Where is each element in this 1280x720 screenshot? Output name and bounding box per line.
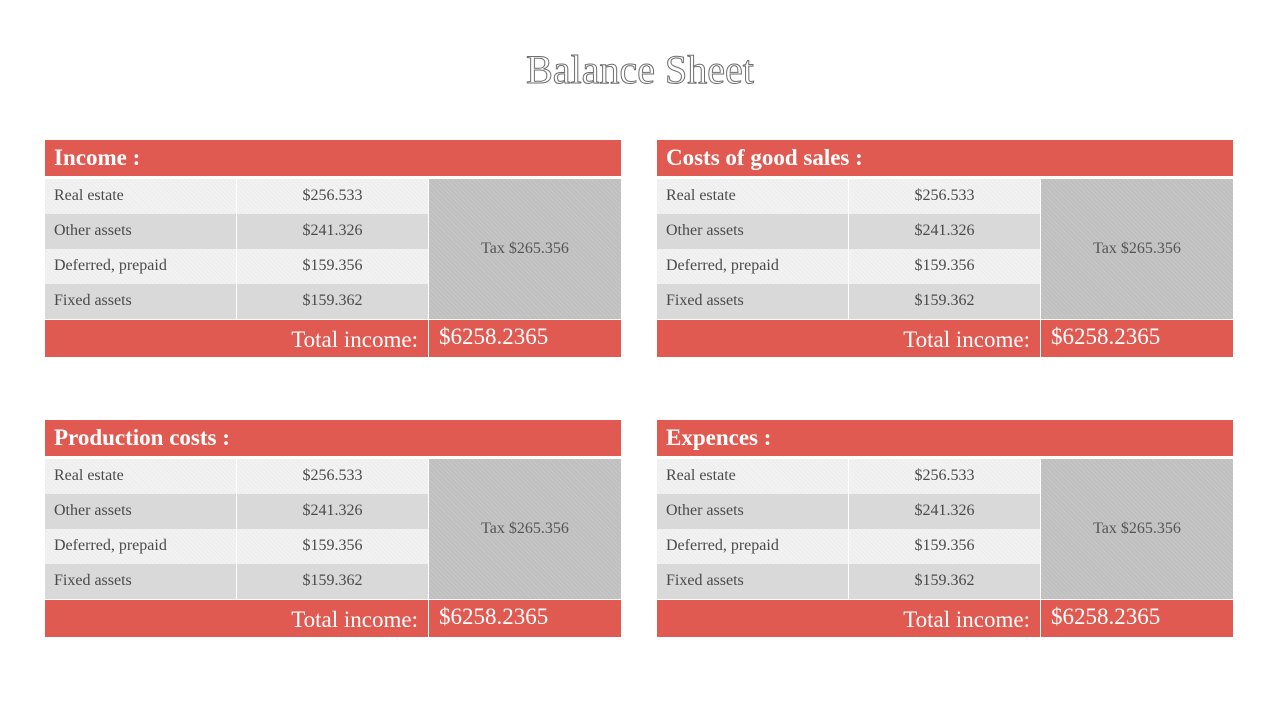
row-value: $159.356: [237, 529, 428, 564]
total-label: Total income:: [291, 327, 418, 352]
table-row: [657, 214, 1040, 249]
table-row: [45, 459, 428, 494]
total-divider: [1040, 320, 1041, 357]
tax-cell: Tax $265.356: [429, 179, 621, 319]
row-label: Other assets: [657, 494, 848, 529]
row-label: Deferred, prepaid: [657, 249, 848, 284]
total-label: Total income:: [291, 607, 418, 632]
row-value: $159.362: [849, 284, 1040, 319]
table-row: [657, 529, 1040, 564]
row-value: $159.362: [237, 564, 428, 599]
table-row: [657, 249, 1040, 284]
total-value: $6258.2365: [439, 324, 549, 349]
table-row: [657, 459, 1040, 494]
costs-of-good-sales-panel: [657, 140, 1233, 357]
total-label: Total income:: [903, 327, 1030, 352]
row-value: $241.326: [237, 494, 428, 529]
row-value: $256.533: [237, 459, 428, 494]
row-value: $256.533: [849, 179, 1040, 214]
table-row: [657, 494, 1040, 529]
table-row: [657, 179, 1040, 214]
row-value: $256.533: [849, 459, 1040, 494]
row-value: $241.326: [849, 494, 1040, 529]
row-label: Fixed assets: [657, 284, 848, 319]
table-row: [45, 179, 428, 214]
table-row: [45, 564, 428, 599]
table-row: [657, 284, 1040, 319]
row-value: $159.362: [849, 564, 1040, 599]
row-label: Other assets: [657, 214, 848, 249]
total-value: $6258.2365: [1051, 604, 1161, 629]
row-label: Fixed assets: [657, 564, 848, 599]
total-divider: [428, 600, 429, 637]
table-row: [45, 494, 428, 529]
row-label: Deferred, prepaid: [45, 249, 236, 284]
total-value: $6258.2365: [439, 604, 549, 629]
table-row: [45, 529, 428, 564]
tax-cell: Tax $265.356: [429, 459, 621, 599]
table-row: [45, 214, 428, 249]
total-bar: [45, 600, 621, 637]
page-title: Balance Sheet: [526, 47, 754, 92]
table-row: [45, 249, 428, 284]
total-divider: [1040, 600, 1041, 637]
row-label: Real estate: [45, 179, 236, 214]
total-bar: [657, 600, 1233, 637]
row-value: $159.356: [849, 249, 1040, 284]
row-label: Other assets: [45, 214, 236, 249]
row-value: $159.356: [849, 529, 1040, 564]
tax-cell: Tax $265.356: [1041, 179, 1233, 319]
panel-header: Expences :: [657, 420, 1233, 456]
panel-header: Costs of good sales :: [657, 140, 1233, 176]
row-value: $241.326: [849, 214, 1040, 249]
production-costs-panel: [45, 420, 621, 637]
panel-header: Income :: [45, 140, 621, 176]
total-bar: [657, 320, 1233, 357]
row-label: Other assets: [45, 494, 236, 529]
row-label: Deferred, prepaid: [45, 529, 236, 564]
expences-panel: [657, 420, 1233, 637]
panel-header: Production costs :: [45, 420, 621, 456]
row-value: $159.356: [237, 249, 428, 284]
table-row: [657, 564, 1040, 599]
tax-cell: Tax $265.356: [1041, 459, 1233, 599]
table-row: [45, 284, 428, 319]
total-label: Total income:: [903, 607, 1030, 632]
row-label: Real estate: [657, 179, 848, 214]
row-value: $256.533: [237, 179, 428, 214]
row-value: $159.362: [237, 284, 428, 319]
total-divider: [428, 320, 429, 357]
row-label: Fixed assets: [45, 564, 236, 599]
row-label: Real estate: [657, 459, 848, 494]
total-value: $6258.2365: [1051, 324, 1161, 349]
row-label: Deferred, prepaid: [657, 529, 848, 564]
total-bar: [45, 320, 621, 357]
row-value: $241.326: [237, 214, 428, 249]
row-label: Fixed assets: [45, 284, 236, 319]
row-label: Real estate: [45, 459, 236, 494]
income-panel: [45, 140, 621, 357]
